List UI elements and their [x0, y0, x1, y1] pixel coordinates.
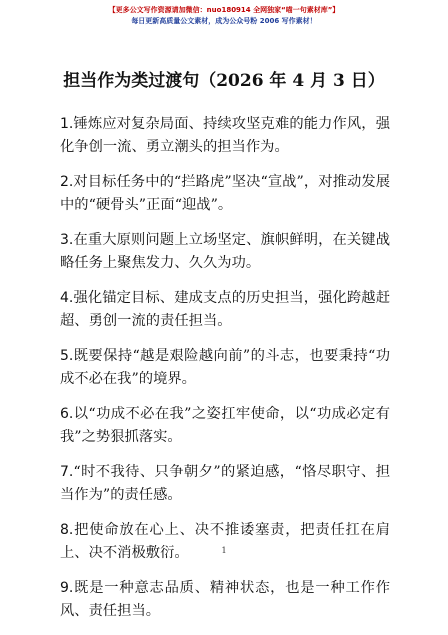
banner-promo-line: 【更多公文写作资源请加微信：nuo180914 全网独家“喵一句素材库”】 [108, 6, 340, 14]
paragraph-text: 强化锚定目标、建成支点的历史担当，强化跨越赶超、勇创一流的责任担当。 [60, 290, 390, 329]
paragraph-text: 既要保持“越是艰险越向前”的斗志，也要秉持“功成不必在我”的境界。 [60, 348, 390, 387]
paragraph-5 [60, 345, 390, 391]
document-body [60, 113, 390, 635]
paragraph-number: 5. [60, 348, 74, 364]
paragraph-1 [60, 113, 390, 159]
paragraph-7 [60, 461, 390, 507]
paragraph-number: 1. [60, 116, 74, 132]
paragraph-number: 9. [60, 580, 74, 596]
paragraph-text: 既是一种意志品质、精神状态，也是一种工作作风、责任担当。 [60, 580, 390, 619]
page-number: 1 [221, 546, 227, 555]
paragraph-text: 以“功成不必在我”之姿扛牢使命，以“功成必定有我”之势狠抓落实。 [60, 406, 390, 445]
paragraph-text: 把使命放在心上、决不推诿塞责，把责任扛在肩上、决不消极敷衍。 [60, 522, 390, 561]
paragraph-number: 3. [60, 232, 74, 248]
document-title: 担当作为类过渡句（2026 年 4 月 3 日） [63, 71, 385, 91]
paragraph-text: 在重大原则问题上立场坚定、旗帜鲜明，在关键战略任务上聚焦发力、久久为功。 [60, 232, 390, 271]
paragraph-2 [60, 171, 390, 217]
paragraph-6 [60, 403, 390, 449]
paragraph-number: 6. [60, 406, 74, 422]
paragraph-number: 2. [60, 174, 74, 190]
paragraph-text: 对目标任务中的“拦路虎”坚决“宣战”，对推动发展中的“硬骨头”正面“迎战”。 [60, 174, 390, 213]
paragraph-4 [60, 287, 390, 333]
paragraph-8 [60, 519, 390, 565]
paragraph-number: 4. [60, 290, 74, 306]
paragraph-9 [60, 577, 390, 623]
paragraph-3 [60, 229, 390, 275]
paragraph-number: 8. [60, 522, 74, 538]
paragraph-number: 7. [60, 464, 74, 480]
banner-subtitle-line: 每日更新高质量公文素材，成为公众号粉 2006 写作素材！ [131, 17, 317, 25]
paragraph-text: “时不我待、只争朝夕”的紧迫感，“恪尽职守、担当作为”的责任感。 [60, 464, 390, 503]
paragraph-text: 锤炼应对复杂局面、持续攻坚克难的能力作风，强化争创一流、勇立潮头的担当作为。 [60, 116, 390, 155]
